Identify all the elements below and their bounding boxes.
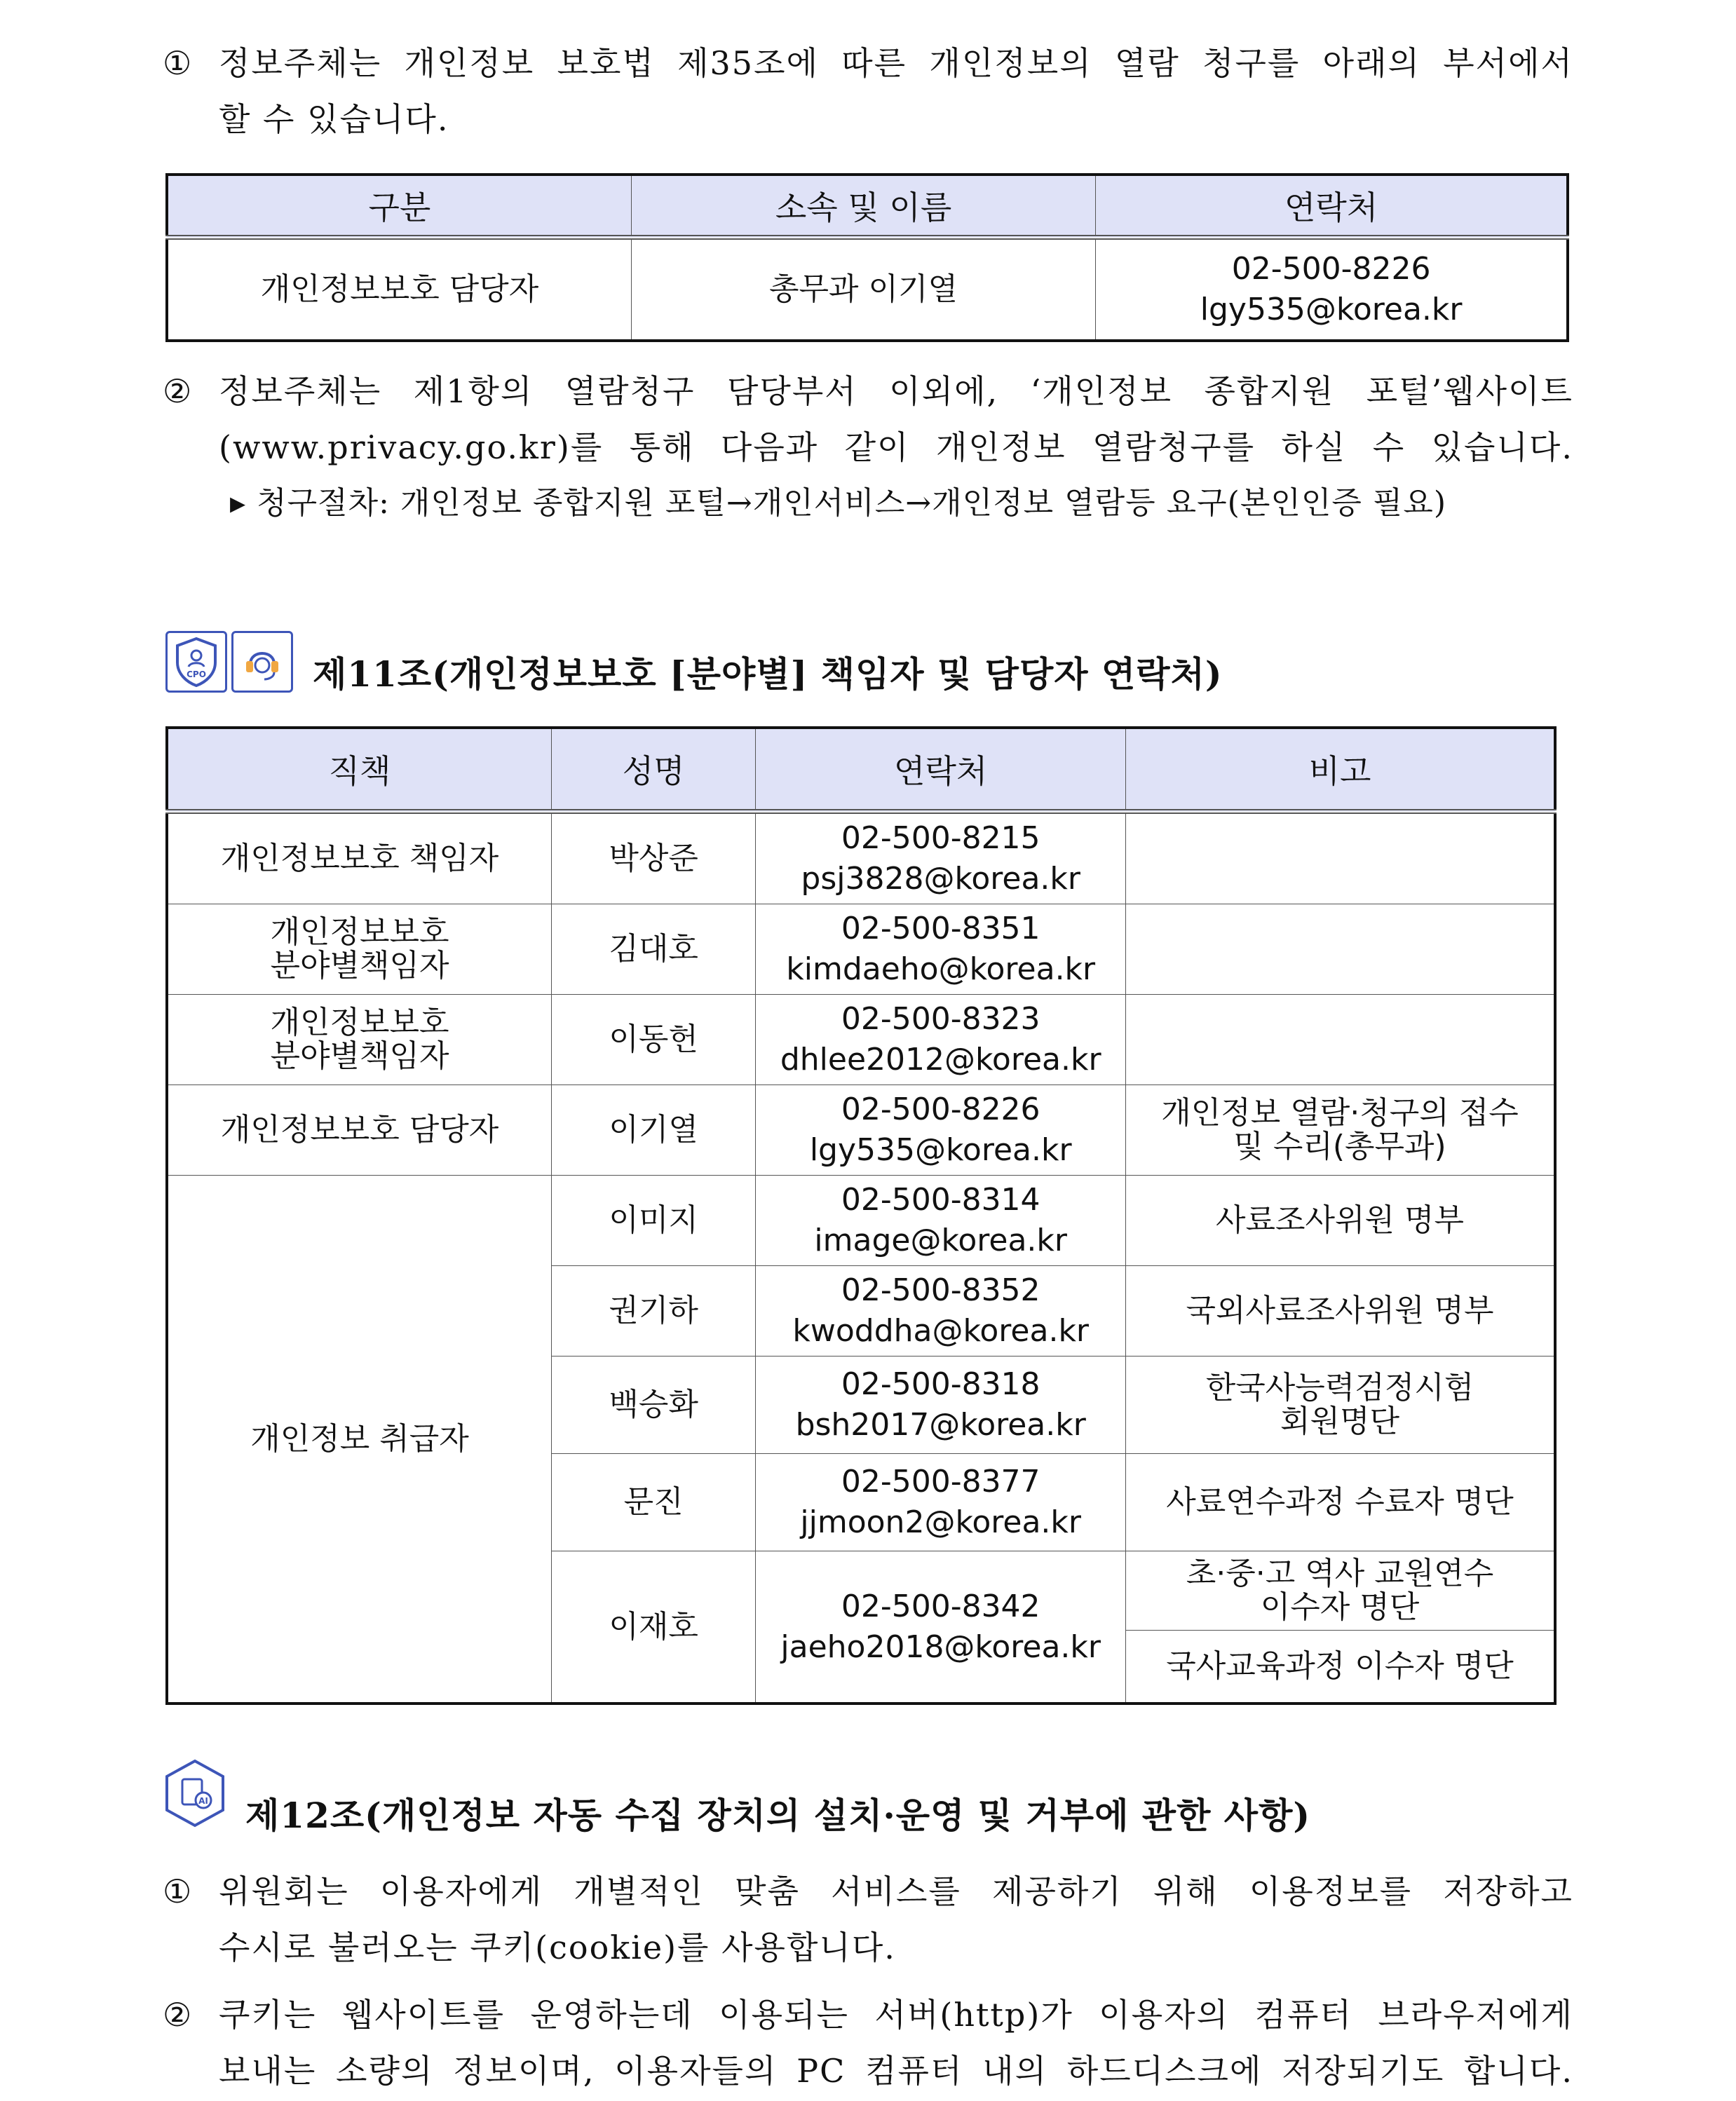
cell-category: 개인정보보호 담당자 [167,238,631,341]
phone-number: 02-500-8377 [841,1464,1040,1500]
paragraph-4 [163,1987,1573,2099]
cell-note: 국외사료조사위원 명부 [1126,1266,1555,1357]
cell-name: 이재호 [552,1551,756,1704]
email-address: kwoddha@korea.kr [792,1313,1090,1349]
cell-contact [756,995,1126,1085]
para-line: 쿠키는 웹사이트를 운영하는데 이용되는 서버(http)가 이용자의 컴퓨터 브라우저에게 [219,1996,1573,2034]
email-address: bsh2017@korea.kr [795,1407,1086,1443]
cell-role: 개인정보보호 담당자 [167,1085,552,1176]
cell-note [1126,812,1555,904]
cell-name: 백승화 [552,1357,756,1454]
para-number: ② [163,1996,194,2034]
cell-contact [756,1357,1126,1454]
cell-role: 개인정보보호 분야별책임자 [167,995,552,1085]
cell-name: 문진 [552,1454,756,1551]
cell-contact [756,1454,1126,1551]
table-header-row [167,728,1555,812]
procedure-bullet: ▸ 청구절차: 개인정보 종합지원 포털→개인서비스→개인정보 열람등 요구(본인인증 필요) [230,485,1447,521]
email-address: image@korea.kr [814,1223,1067,1258]
email-address: kimdaeho@korea.kr [786,951,1096,987]
cell-note: 초·중·고 역사 교원연수 이수자 명단 [1126,1551,1555,1631]
col-header: 연락처 [1096,175,1568,238]
section-11-title: 제11조(개인정보보호 [분야별] 책임자 및 담당자 연락처) [313,653,1223,695]
cell-contact [756,1085,1126,1176]
cell-contact [1096,238,1568,341]
privacy-officer-contact-table [165,726,1557,1705]
col-header: 비고 [1126,728,1555,812]
ai-settings-icon [163,1758,224,1820]
cell-note: 사료조사위원 명부 [1126,1176,1555,1266]
col-header: 성명 [552,728,756,812]
cell-note [1126,995,1555,1085]
cell-name: 권기하 [552,1266,756,1357]
cell-contact [756,1551,1126,1704]
cell-name: 이동헌 [552,995,756,1085]
table-row [167,904,1555,995]
phone-number: 02-500-8215 [841,820,1040,856]
paragraph-1 [163,35,1573,147]
svg-text:AI: AI [198,1796,208,1806]
phone-number: 02-500-8352 [841,1272,1040,1308]
cell-role: 개인정보보호 책임자 [167,812,552,904]
table-row [167,1085,1555,1176]
para-line: 위원회는 이용자에게 개별적인 맞춤 서비스를 제공하기 위해 이용정보를 저장하고 [219,1872,1573,1910]
para-line: 수시로 불러오는 쿠키(cookie)를 사용합니다. [219,1929,896,1966]
email-address: lgy535@korea.kr [809,1132,1072,1168]
cell-note: 국사교육과정 이수자 명단 [1126,1631,1555,1704]
table-row [167,1176,1555,1266]
cell-name: 총무과 이기열 [631,238,1095,341]
cell-note: 한국사능력검정시험 회원명단 [1126,1357,1555,1454]
table-row [167,812,1555,904]
cell-name: 김대호 [552,904,756,995]
phone-number: 02-500-8314 [841,1182,1040,1218]
cell-note: 사료연수과정 수료자 명단 [1126,1454,1555,1551]
cell-contact [756,904,1126,995]
para-line: 정보주체는 개인정보 보호법 제35조에 따른 개인정보의 열람 청구를 아래의 부서에서 [219,44,1573,82]
cell-role: 개인정보 취급자 [167,1176,552,1704]
para-line: 보내는 소량의 정보이며, 이용자들의 PC 컴퓨터 내의 하드디스크에 저장되기도 합니다. [219,2052,1573,2090]
para-line: 정보주체는 제1항의 열람청구 담당부서 이외에, ‘개인정보 종합지원 포털’웹사이트 [219,372,1573,410]
phone-number: 02-500-8342 [841,1588,1040,1624]
para-line: (www.privacy.go.kr)를 통해 다음과 같이 개인정보 열람청구를 하실 수 있습니다. [219,428,1573,466]
email-address: lgy535@korea.kr [1200,292,1463,327]
email-address: jjmoon2@korea.kr [800,1504,1081,1540]
col-header: 구분 [167,175,631,238]
email-address: dhlee2012@korea.kr [780,1042,1101,1077]
cell-name: 이기열 [552,1085,756,1176]
table-row [167,238,1568,341]
cell-name: 이미지 [552,1176,756,1266]
email-address: psj3828@korea.kr [801,861,1080,897]
para-number: ② [163,372,194,410]
phone-number: 02-500-8323 [841,1001,1040,1037]
section-12-title: 제12조(개인정보 자동 수집 장치의 설치·운영 및 거부에 관한 사항) [245,1795,1311,1836]
phone-number: 02-500-8351 [841,911,1040,946]
support-headset-icon [231,631,293,693]
paragraph-3 [163,1863,1573,1976]
svg-text:CPO: CPO [187,669,206,679]
table-row [167,995,1555,1085]
para-number: ① [163,44,194,82]
col-header: 직책 [167,728,552,812]
table-header-row [167,175,1568,238]
paragraph-2 [163,363,1573,531]
cell-contact [756,1266,1126,1357]
cell-contact [756,812,1126,904]
email-address: jaeho2018@korea.kr [780,1629,1101,1665]
col-header: 소속 및 이름 [631,175,1095,238]
access-request-contact-table [165,173,1569,342]
phone-number: 02-500-8226 [1231,251,1431,287]
phone-number: 02-500-8318 [841,1366,1040,1402]
cell-note: 개인정보 열람·청구의 접수 및 수리(총무과) [1126,1085,1555,1176]
cell-note [1126,904,1555,995]
col-header: 연락처 [756,728,1126,812]
cell-role: 개인정보보호 분야별책임자 [167,904,552,995]
para-line: 할 수 있습니다. [219,100,449,138]
cell-name: 박상준 [552,812,756,904]
para-number: ① [163,1872,194,1910]
cell-contact [756,1176,1126,1266]
cpo-shield-icon [165,631,227,693]
phone-number: 02-500-8226 [841,1092,1040,1127]
